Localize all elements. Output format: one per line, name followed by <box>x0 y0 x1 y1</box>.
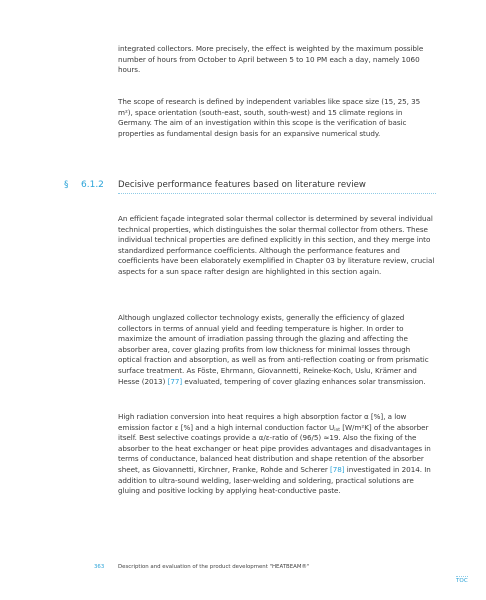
p2-text-before: Although unglazed collector technology exists, generally the efficiency of glazed collectors in terms of annual yield and feeding temperature is higher. In order to maximize the amount of irradiation passing through the glazing and affecting the absorber area, cover glazing profits from low thickness for minimal losses through optical fraction and absorption, as well as from anti-reflection coating or from prismatic surface treatment. As Föste, Ehrmann, Giovannetti, Reineke-Koch, Uslu, Krämer and Hesse (2013) <box>118 313 429 386</box>
page-number: 363 <box>94 564 105 570</box>
p3-text-b: [W/m²K] of the absorber itself. Best selective coatings provide a α/ε-ratio of (96/5) ≈19. Also the fixing of the absorber to the heat exchanger or heat pipe provides advantages and disadvantages in terms of conductance, balanced heat distribution and shape retention of the absorber sheet, as Giovannetti, Kirchner, Franke, Rohde and Scherer <box>118 422 431 474</box>
scope-paragraph: The scope of research is defined by independent variables like space size (15, 25, 35 m²), space orientation (south-east, south, south-west) and 15 climate regions in Germany. The aim of an investigation within this scope is the verification of basic properties as fundamental design basis for an expansive numerical study. <box>118 97 421 138</box>
toc-link[interactable]: TOC <box>456 578 468 584</box>
section-symbol: § <box>64 180 69 190</box>
p3-text-c: investigated in 2014. In addition to ultra-sound welding, laser-welding and soldering, practical solutions are gluing and positive locking by applying heat-conductive paste. <box>118 464 431 496</box>
section-divider <box>118 193 436 194</box>
reference-link-78[interactable]: [78] <box>329 464 345 474</box>
p3-subscript: int <box>334 427 340 433</box>
section-title: Decisive performance features based on literature review <box>118 180 366 190</box>
reference-link-77[interactable]: [77] <box>167 376 183 386</box>
body-paragraph-2 <box>118 313 436 387</box>
body-paragraph-3 <box>118 412 436 497</box>
section-heading <box>64 180 436 196</box>
footer-title: Description and evaluation of the product development "HEATBEAM®" <box>118 564 310 570</box>
section-number: 6.1.2 <box>81 180 104 190</box>
body-paragraph-1: An efficient façade integrated solar thermal collector is determined by several individual technical properties, which distinguishes the solar thermal collector from others. These individual technical properties are defined explicitly in this section, and they merge into standardized performance coefficients. Although the performance features and coefficients have been elaborately exemplified in Chapter 03 by literature review, crucial aspects for a sun space rafter design are highlighted in this section again. <box>118 214 435 276</box>
p2-text-after: evaluated, tempering of cover glazing enhances solar transmission. <box>182 376 426 386</box>
intro-paragraph: integrated collectors. More precisely, the effect is weighted by the maximum possible number of hours from October to April between 5 to 10 PM each a day, namely 1060 hours. <box>118 44 424 75</box>
p3-text-a: High radiation conversion into heat requires a high absorption factor α [%], a low emission factor ε [%] and a high internal conduction factor U <box>118 412 407 432</box>
